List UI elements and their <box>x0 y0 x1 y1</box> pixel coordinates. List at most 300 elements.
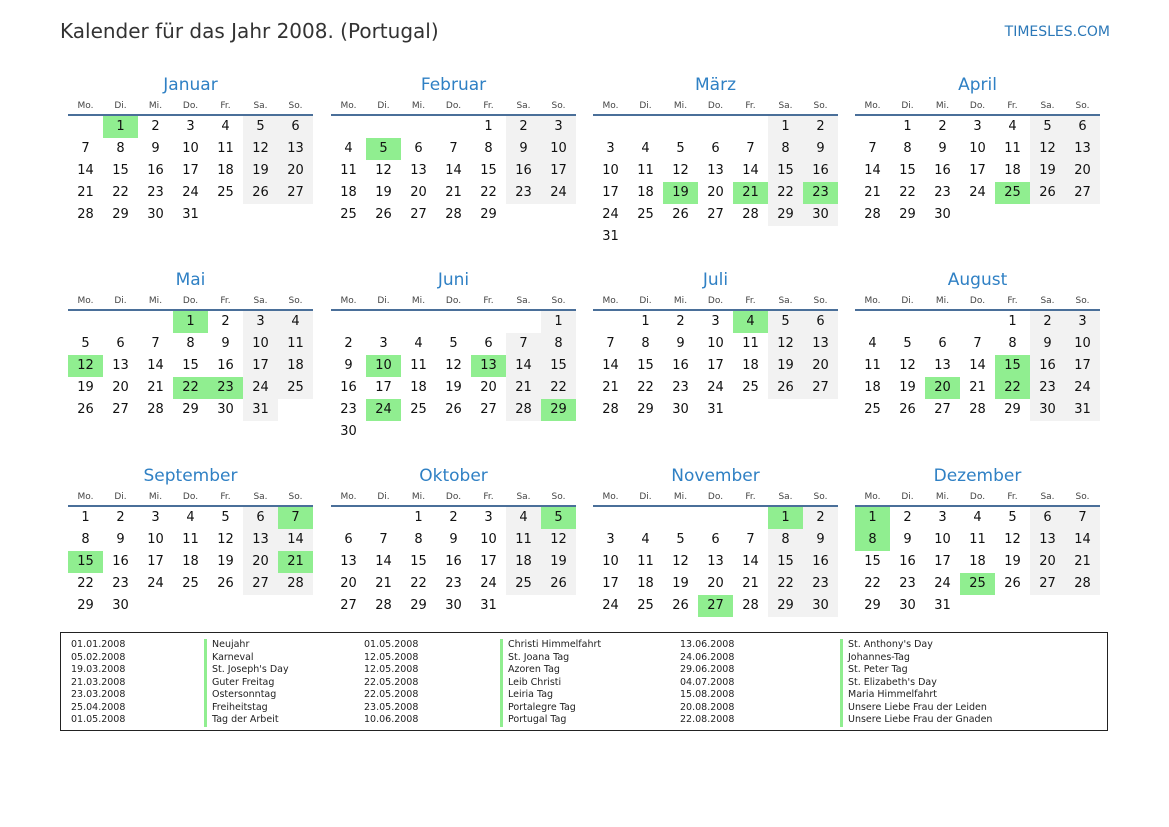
day-cell: 13 <box>340 554 357 569</box>
day-cell: 5 <box>243 116 278 138</box>
empty-cell <box>243 204 278 226</box>
day-cell: 7 <box>606 336 615 351</box>
day-cell: 20 <box>803 355 838 377</box>
weekday-label: Di. <box>377 492 390 502</box>
day-cell: 18 <box>182 554 199 569</box>
empty-cell <box>628 507 663 529</box>
day-cell: 5 <box>541 507 576 529</box>
day-cell: 1 <box>1008 314 1017 329</box>
day-cell: 14 <box>602 358 619 373</box>
holiday-name: Guter Freitag <box>204 677 364 690</box>
day-cell: 23 <box>208 377 243 399</box>
empty-cell <box>401 311 436 333</box>
empty-cell <box>855 116 890 138</box>
day-cell: 3 <box>186 119 195 134</box>
day-cell: 24 <box>541 182 576 204</box>
weekday-label: Mo. <box>864 101 881 111</box>
day-cell: 11 <box>969 532 986 547</box>
day-cell: 26 <box>541 573 576 595</box>
weekday-label: Fr. <box>745 296 756 306</box>
day-cell: 20 <box>243 551 278 573</box>
week-row <box>68 573 313 595</box>
day-cell: 1 <box>641 314 650 329</box>
week-row <box>68 377 313 399</box>
day-cell: 30 <box>1030 399 1065 421</box>
weekday-label: Mi. <box>673 492 688 502</box>
holiday-date: 10.06.2008 <box>364 714 419 725</box>
week-row <box>593 595 838 617</box>
weekday-label: Mo. <box>77 296 94 306</box>
day-cell: 29 <box>768 595 803 617</box>
weekday-label: Sa. <box>253 101 268 111</box>
day-cell: 25 <box>506 573 541 595</box>
day-cell: 30 <box>672 402 689 417</box>
weekday-label: So. <box>1075 101 1090 111</box>
weekday-label: Di. <box>377 296 390 306</box>
weekday-label: Do. <box>182 492 199 502</box>
day-cell: 3 <box>379 336 388 351</box>
day-cell: 26 <box>768 377 803 399</box>
holiday-date: 12.05.2008 <box>364 651 419 663</box>
day-cell: 8 <box>1008 336 1017 351</box>
month-2 <box>593 72 838 248</box>
weekday-label: Fr. <box>220 296 231 306</box>
week-row <box>331 204 576 226</box>
day-cell: 2 <box>221 314 230 329</box>
holiday-name: St. Joseph's Day <box>204 664 364 677</box>
day-cell: 10 <box>602 554 619 569</box>
day-cell: 16 <box>147 163 164 178</box>
month-1 <box>331 72 576 226</box>
weekday-header <box>68 489 313 507</box>
week-row <box>593 355 838 377</box>
day-cell: 28 <box>864 207 881 222</box>
month-name: Februar <box>420 75 487 95</box>
empty-cell <box>331 116 366 138</box>
empty-cell <box>593 311 628 333</box>
month-5 <box>331 267 576 443</box>
weekday-label: Mi. <box>411 492 426 502</box>
month-0 <box>68 72 313 226</box>
week-row <box>593 116 838 138</box>
empty-cell <box>890 311 925 333</box>
day-cell: 22 <box>768 573 803 595</box>
day-cell: 5 <box>1030 116 1065 138</box>
day-cell: 14 <box>278 529 313 551</box>
day-cell: 15 <box>112 163 129 178</box>
day-cell: 18 <box>340 185 357 200</box>
day-cell: 22 <box>77 576 94 591</box>
weekday-label: Di. <box>901 296 914 306</box>
day-cell: 25 <box>340 207 357 222</box>
day-cell: 18 <box>1004 163 1021 178</box>
day-cell: 25 <box>864 402 881 417</box>
day-cell: 3 <box>243 311 278 333</box>
weekday-header <box>855 98 1100 116</box>
week-row <box>855 573 1100 595</box>
weekday-header <box>331 489 576 507</box>
empty-cell <box>698 116 733 138</box>
weekday-label: So. <box>813 296 828 306</box>
weekday-label: Di. <box>639 296 652 306</box>
week-row <box>68 529 313 551</box>
day-cell: 14 <box>864 163 881 178</box>
week-row <box>331 595 576 617</box>
day-cell: 31 <box>707 402 724 417</box>
weekday-label: Mi. <box>148 492 163 502</box>
day-cell: 2 <box>803 116 838 138</box>
empty-cell <box>1065 204 1100 226</box>
day-cell: 13 <box>278 138 313 160</box>
day-cell: 13 <box>1030 529 1065 551</box>
day-cell: 10 <box>602 163 619 178</box>
week-row <box>855 355 1100 377</box>
day-cell: 12 <box>541 529 576 551</box>
day-cell: 24 <box>1065 377 1100 399</box>
day-cell: 11 <box>1004 141 1021 156</box>
day-cell: 8 <box>541 333 576 355</box>
day-cell: 11 <box>182 532 199 547</box>
weekday-label: Mi. <box>411 296 426 306</box>
empty-cell <box>68 116 103 138</box>
day-cell: 19 <box>217 554 234 569</box>
weekday-label: Mo. <box>340 296 357 306</box>
day-cell: 4 <box>641 532 650 547</box>
day-cell: 14 <box>969 358 986 373</box>
day-cell: 7 <box>973 336 982 351</box>
day-cell: 21 <box>506 377 541 399</box>
day-cell: 23 <box>934 185 951 200</box>
day-cell: 17 <box>602 576 619 591</box>
day-cell: 2 <box>938 119 947 134</box>
day-cell: 22 <box>112 185 129 200</box>
empty-cell <box>366 116 401 138</box>
day-cell: 26 <box>1004 576 1021 591</box>
brand-link[interactable]: TIMESLES.COM <box>1004 24 1110 40</box>
day-cell: 21 <box>1065 551 1100 573</box>
day-cell: 31 <box>480 598 497 613</box>
day-cell: 13 <box>112 358 129 373</box>
day-cell: 7 <box>746 141 755 156</box>
day-cell: 15 <box>480 163 497 178</box>
day-cell: 17 <box>969 163 986 178</box>
weekday-label: Sa. <box>778 296 793 306</box>
day-cell: 29 <box>480 207 497 222</box>
day-cell: 19 <box>899 380 916 395</box>
day-cell: 12 <box>768 333 803 355</box>
day-cell: 6 <box>711 532 720 547</box>
holiday-date: 23.05.2008 <box>364 701 419 713</box>
empty-cell <box>541 421 576 443</box>
holiday-date: 22.05.2008 <box>364 676 419 688</box>
weekday-label: Fr. <box>220 492 231 502</box>
week-row <box>68 551 313 573</box>
day-cell: 4 <box>868 336 877 351</box>
holiday-name: Maria Himmelfahrt <box>840 689 1040 702</box>
empty-cell <box>960 595 995 617</box>
weekday-label: Fr. <box>220 101 231 111</box>
day-cell: 6 <box>711 141 720 156</box>
holiday-name: Karneval <box>204 652 364 665</box>
empty-cell <box>1030 595 1065 617</box>
day-cell: 1 <box>541 311 576 333</box>
day-cell: 3 <box>711 314 720 329</box>
empty-cell <box>366 311 401 333</box>
day-cell: 16 <box>506 160 541 182</box>
week-row <box>855 311 1100 333</box>
weekday-label: Fr. <box>745 101 756 111</box>
empty-cell <box>68 311 103 333</box>
day-cell: 9 <box>151 141 160 156</box>
empty-cell <box>471 311 506 333</box>
weekday-label: Fr. <box>483 296 494 306</box>
weekday-label: Mi. <box>148 101 163 111</box>
day-cell: 31 <box>243 399 278 421</box>
day-cell: 4 <box>278 311 313 333</box>
day-cell: 27 <box>698 595 733 617</box>
week-row <box>68 138 313 160</box>
weekday-header <box>593 489 838 507</box>
day-cell: 6 <box>484 336 493 351</box>
day-cell: 17 <box>934 554 951 569</box>
weekday-label: Fr. <box>483 101 494 111</box>
holiday-name: Freiheitstag <box>204 702 364 715</box>
day-cell: 8 <box>116 141 125 156</box>
day-cell: 1 <box>81 510 90 525</box>
week-row <box>855 377 1100 399</box>
day-cell: 24 <box>480 576 497 591</box>
day-cell: 16 <box>1030 355 1065 377</box>
day-cell: 4 <box>344 141 353 156</box>
month-8 <box>68 463 313 617</box>
day-cell: 31 <box>602 229 619 244</box>
week-row <box>855 507 1100 529</box>
empty-cell <box>366 507 401 529</box>
day-cell: 11 <box>217 141 234 156</box>
holiday-legend <box>60 632 1108 731</box>
day-cell: 23 <box>1030 377 1065 399</box>
weekday-label: Mi. <box>935 296 950 306</box>
day-cell: 7 <box>379 532 388 547</box>
day-cell: 20 <box>340 576 357 591</box>
week-row <box>855 182 1100 204</box>
day-cell: 29 <box>541 399 576 421</box>
weekday-label: Sa. <box>516 492 531 502</box>
weekday-label: Sa. <box>253 296 268 306</box>
day-cell: 21 <box>278 551 313 573</box>
week-row <box>68 595 313 617</box>
day-cell: 17 <box>147 554 164 569</box>
day-cell: 20 <box>707 185 724 200</box>
empty-cell <box>331 311 366 333</box>
day-cell: 19 <box>77 380 94 395</box>
weekday-label: Mi. <box>673 101 688 111</box>
day-cell: 16 <box>803 160 838 182</box>
day-cell: 18 <box>637 576 654 591</box>
day-cell: 8 <box>186 336 195 351</box>
day-cell: 14 <box>445 163 462 178</box>
week-row <box>68 333 313 355</box>
day-cell: 14 <box>506 355 541 377</box>
week-row <box>593 507 838 529</box>
week-row <box>68 399 313 421</box>
day-cell: 18 <box>278 355 313 377</box>
day-cell: 5 <box>903 336 912 351</box>
week-row <box>593 529 838 551</box>
day-cell: 3 <box>151 510 160 525</box>
month-3 <box>855 72 1100 226</box>
month-11 <box>855 463 1100 617</box>
day-cell: 23 <box>899 576 916 591</box>
weekday-header <box>593 98 838 116</box>
day-cell: 9 <box>116 532 125 547</box>
weekday-label: Do. <box>182 296 199 306</box>
day-cell: 18 <box>969 554 986 569</box>
day-cell: 15 <box>768 160 803 182</box>
month-name: Oktober <box>419 466 488 486</box>
weekday-label: Mo. <box>864 296 881 306</box>
weekday-label: Do. <box>445 101 462 111</box>
weekday-header <box>855 293 1100 311</box>
page-title: Kalender für das Jahr 2008. (Portugal) <box>60 19 439 43</box>
weekday-label: Fr. <box>1007 492 1018 502</box>
holiday-name: Leib Christi <box>500 677 680 690</box>
weekday-label: Do. <box>445 492 462 502</box>
day-cell: 1 <box>103 116 138 138</box>
day-cell: 8 <box>81 532 90 547</box>
weekday-label: So. <box>551 492 566 502</box>
empty-cell <box>243 595 278 617</box>
empty-cell <box>768 399 803 421</box>
day-cell: 31 <box>1065 399 1100 421</box>
day-cell: 16 <box>112 554 129 569</box>
day-cell: 17 <box>602 185 619 200</box>
day-cell: 22 <box>541 377 576 399</box>
empty-cell <box>960 311 995 333</box>
holiday-name: Portugal Tag <box>500 714 680 727</box>
weekday-label: So. <box>288 492 303 502</box>
holiday-date: 15.08.2008 <box>680 689 735 700</box>
day-cell: 5 <box>768 311 803 333</box>
holiday-date: 19.03.2008 <box>71 664 126 675</box>
weekday-label: So. <box>1075 492 1090 502</box>
day-cell: 5 <box>449 336 458 351</box>
day-cell: 19 <box>541 551 576 573</box>
day-cell: 4 <box>221 119 230 134</box>
empty-cell <box>471 421 506 443</box>
day-cell: 28 <box>375 598 392 613</box>
empty-cell <box>506 421 541 443</box>
day-cell: 12 <box>68 355 103 377</box>
week-row <box>68 507 313 529</box>
day-cell: 12 <box>217 532 234 547</box>
day-cell: 6 <box>278 116 313 138</box>
day-cell: 7 <box>506 333 541 355</box>
day-cell: 18 <box>742 358 759 373</box>
weekday-label: Di. <box>639 101 652 111</box>
week-row <box>593 333 838 355</box>
day-cell: 10 <box>480 532 497 547</box>
day-cell: 25 <box>995 182 1030 204</box>
day-cell: 26 <box>672 598 689 613</box>
week-row <box>331 138 576 160</box>
day-cell: 29 <box>768 204 803 226</box>
day-cell: 12 <box>672 554 689 569</box>
weekday-label: So. <box>813 492 828 502</box>
month-name: September <box>143 466 238 486</box>
week-row <box>68 204 313 226</box>
week-row <box>331 355 576 377</box>
day-cell: 2 <box>151 119 160 134</box>
empty-cell <box>278 204 313 226</box>
day-cell: 6 <box>938 336 947 351</box>
empty-cell <box>1065 595 1100 617</box>
day-cell: 1 <box>768 507 803 529</box>
day-cell: 2 <box>116 510 125 525</box>
weekday-label: Di. <box>901 492 914 502</box>
day-cell: 20 <box>707 576 724 591</box>
weekday-label: Do. <box>707 101 724 111</box>
day-cell: 27 <box>112 402 129 417</box>
weekday-label: Sa. <box>1040 492 1055 502</box>
empty-cell <box>593 116 628 138</box>
day-cell: 4 <box>973 510 982 525</box>
week-row <box>855 204 1100 226</box>
day-cell: 10 <box>243 333 278 355</box>
empty-cell <box>436 421 471 443</box>
holiday-date: 20.08.2008 <box>680 701 735 713</box>
day-cell: 11 <box>864 358 881 373</box>
day-cell: 7 <box>81 141 90 156</box>
empty-cell <box>698 226 733 248</box>
month-name: Dezember <box>933 466 1022 486</box>
day-cell: 27 <box>340 598 357 613</box>
weekday-label: Fr. <box>1007 101 1018 111</box>
day-cell: 11 <box>637 554 654 569</box>
day-cell: 1 <box>903 119 912 134</box>
day-cell: 14 <box>147 358 164 373</box>
holiday-date: 13.06.2008 <box>680 639 735 650</box>
empty-cell <box>855 311 890 333</box>
day-cell: 19 <box>663 182 698 204</box>
week-row <box>331 573 576 595</box>
holiday-name: Leiria Tag <box>500 689 680 702</box>
day-cell: 22 <box>480 185 497 200</box>
week-row <box>68 160 313 182</box>
empty-cell <box>541 204 576 226</box>
holiday-name: Azoren Tag <box>500 664 680 677</box>
day-cell: 10 <box>366 355 401 377</box>
day-cell: 24 <box>707 380 724 395</box>
day-cell: 27 <box>410 207 427 222</box>
empty-cell <box>436 311 471 333</box>
day-cell: 16 <box>340 380 357 395</box>
day-cell: 3 <box>1065 311 1100 333</box>
month-10 <box>593 463 838 617</box>
holiday-date: 23.03.2008 <box>71 689 126 700</box>
day-cell: 30 <box>340 424 357 439</box>
day-cell: 22 <box>995 377 1030 399</box>
holiday-name: Johannes-Tag <box>840 652 1040 665</box>
day-cell: 17 <box>541 160 576 182</box>
weekday-label: So. <box>288 296 303 306</box>
holiday-date: 25.04.2008 <box>71 701 126 713</box>
day-cell: 20 <box>278 160 313 182</box>
empty-cell <box>663 116 698 138</box>
weekday-header <box>855 489 1100 507</box>
weekday-label: So. <box>813 101 828 111</box>
day-cell: 28 <box>445 207 462 222</box>
